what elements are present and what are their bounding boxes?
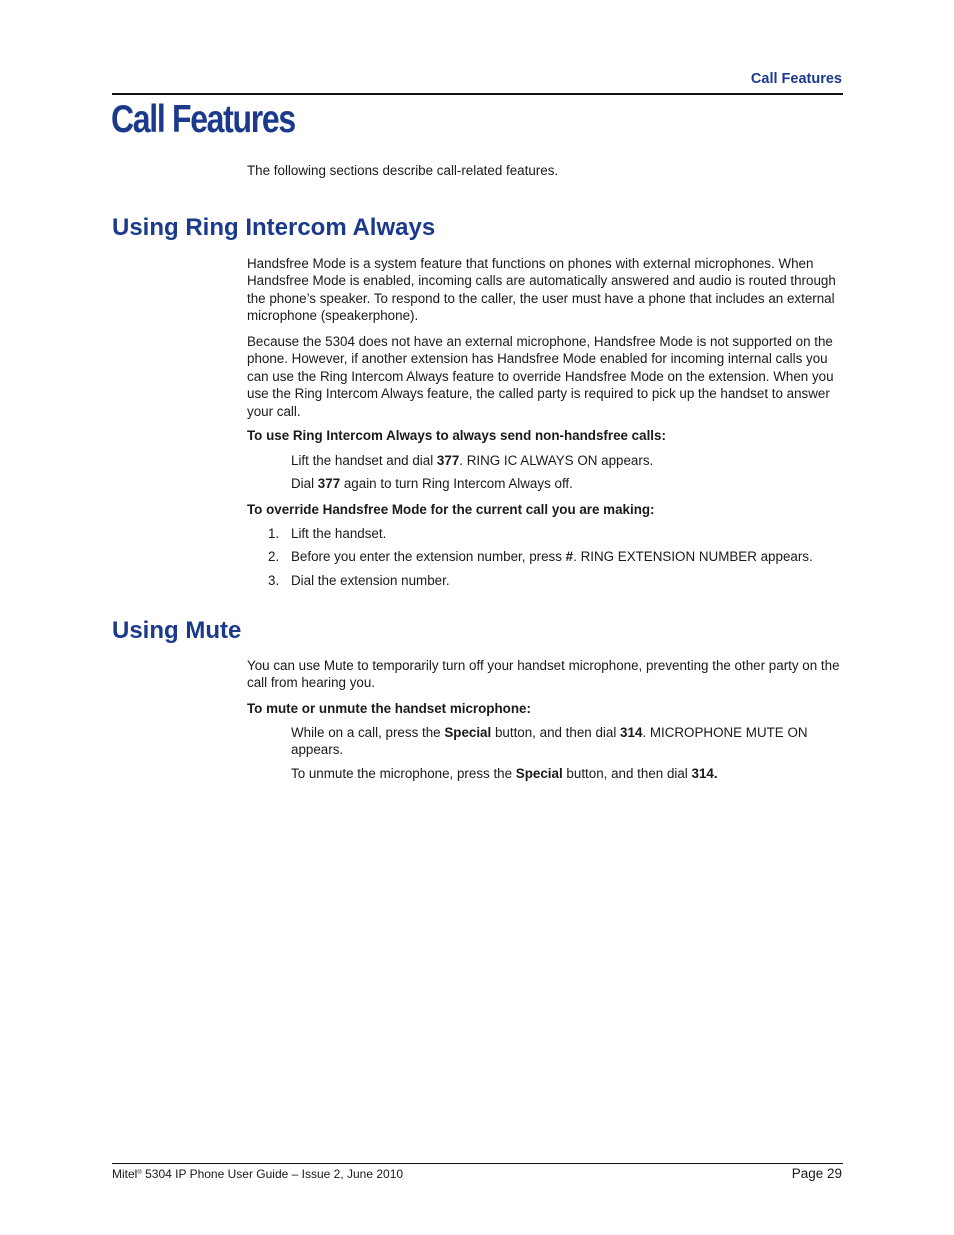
mute-paragraph: You can use Mute to temporarily turn off your handset microphone, preventing the other party on the call from hearing you.	[247, 658, 840, 691]
numbered-step	[268, 572, 843, 589]
numbered-step	[268, 548, 843, 565]
section-title-mute: Using Mute	[112, 617, 242, 644]
procedure-title-handsfree-override: To override Handsfree Mode for the current call you are making:	[247, 502, 655, 517]
footer-document-title: Mitel® 5304 IP Phone User Guide – Issue 2, June 2010	[112, 1167, 404, 1181]
procedure-step: To unmute the microphone, press the Special button, and then dial 314.	[291, 766, 718, 781]
procedure-step: While on a call, press the Special button, and then dial 314. MICROPHONE MUTE ON appears.	[291, 725, 808, 758]
procedure-step: Dial 377 again to turn Ring Intercom Always off.	[291, 476, 573, 491]
step-number: 3.	[268, 573, 280, 588]
dial-code: 377	[317, 476, 341, 491]
chapter-intro: The following sections describe call-related features.	[247, 163, 559, 178]
step-text: Lift the handset.	[291, 526, 387, 541]
chapter-title: Call Features	[111, 98, 295, 141]
procedure-step: Lift the handset and dial 377. RING IC ALWAYS ON appears.	[291, 453, 654, 468]
procedure-title-mute: To mute or unmute the handset microphone:	[247, 701, 531, 716]
step-number: 2.	[268, 549, 280, 564]
key-symbol: #	[565, 549, 574, 564]
step-number: 1.	[268, 526, 280, 541]
dial-code: 314.	[691, 766, 718, 781]
dial-code: 377	[436, 453, 460, 468]
ring-intercom-paragraph-1: Handsfree Mode is a system feature that functions on phones with external microphones. When Handsfree Mode is enabled, incoming calls are automatically answered and audio is routed through the phone’s speaker. To respond to the caller, the user must have a phone that includes an external microphone (speakerphone).	[247, 256, 836, 324]
button-name: Special	[444, 725, 492, 740]
running-header: Call Features	[750, 71, 842, 87]
section-title-ring-intercom: Using Ring Intercom Always	[112, 214, 436, 241]
ring-intercom-paragraph-2: Because the 5304 does not have an external microphone, Handsfree Mode is not supported on the phone. However, if another extension has Handsfree Mode enabled for incoming internal calls you can use the Ring Intercom Always feature to override Handsfree Mode on the extension. When you use the Ring Intercom Always feature, the called party is required to pick up the handset to answer your call.	[247, 334, 834, 419]
header-rule	[112, 93, 843, 95]
dial-code: 314	[620, 725, 643, 740]
footer-rule	[112, 1163, 843, 1164]
page-number: Page 29	[791, 1166, 842, 1181]
step-text: Before you enter the extension number, press #. RING EXTENSION NUMBER appears.	[291, 549, 813, 564]
step-text: Dial the extension number.	[291, 573, 450, 588]
numbered-step	[268, 525, 843, 542]
button-name: Special	[515, 766, 563, 781]
procedure-title-ring-intercom: To use Ring Intercom Always to always send non-handsfree calls:	[247, 428, 666, 443]
